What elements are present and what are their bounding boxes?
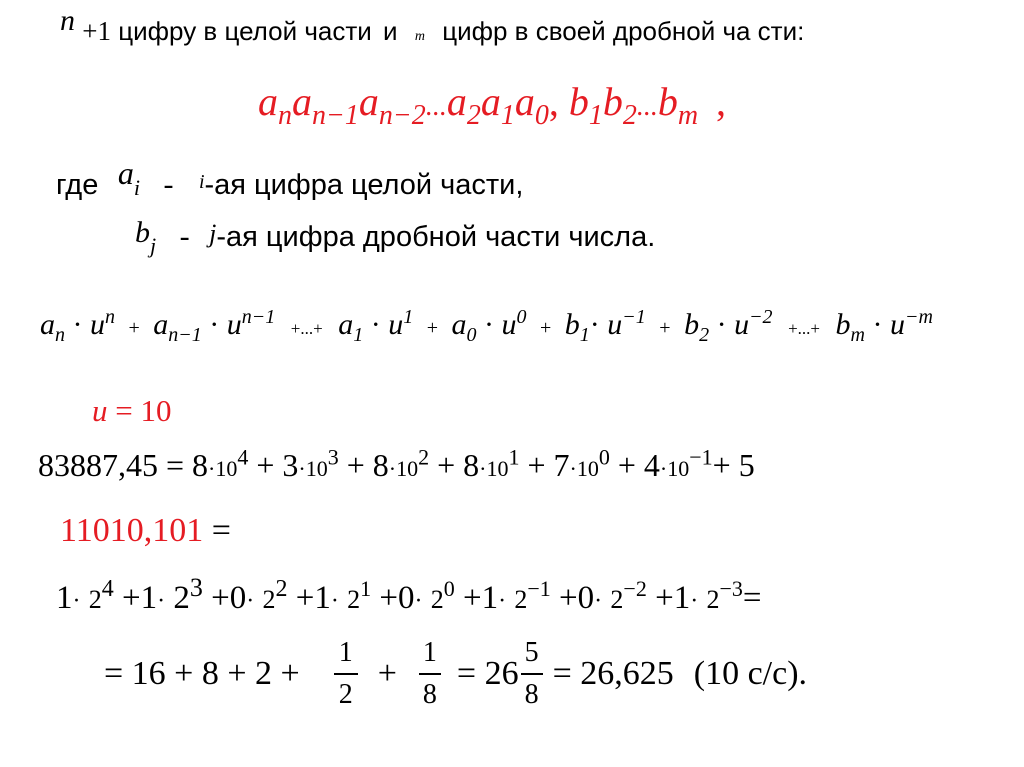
math-token: 4 [101, 576, 114, 602]
math-token: a [153, 308, 169, 341]
math-token: = 16 + 8 + 2 + [104, 655, 300, 692]
math-token: 0 [398, 580, 415, 616]
math-token: a [338, 308, 354, 341]
intro-line [60, 4, 805, 48]
math-token: 8 [422, 679, 437, 710]
math-token: u [226, 308, 242, 341]
math-token: b [564, 308, 580, 341]
math-token: · [484, 308, 494, 341]
math-token: 7 [553, 447, 570, 483]
math-token: n−2 [378, 100, 426, 131]
math-token: 8 [524, 679, 539, 710]
math-token: , [716, 79, 727, 124]
math-token: 2 [418, 444, 430, 470]
math-token: n [55, 324, 65, 346]
math-token: a [446, 79, 467, 124]
where-text-1: -ая цифра целой части, [204, 169, 524, 201]
math-token: (10 с/с). [693, 655, 808, 692]
math-token: m [677, 100, 699, 131]
math-token: a [480, 79, 501, 124]
where-text-2: -ая цифра дробной части числа. [216, 221, 656, 253]
math-token: 8 [372, 447, 389, 483]
math-token: 1 [481, 580, 499, 616]
math-token: −3 [719, 576, 743, 601]
math-token: - [179, 220, 190, 253]
math-token: n [105, 306, 115, 328]
math-token: 1 [673, 580, 691, 616]
math-token: i [198, 171, 205, 193]
math-token: 2 [430, 585, 444, 614]
math-token: + [377, 655, 397, 692]
math-token: - [163, 168, 174, 201]
fraction-one-half [334, 637, 358, 711]
math-token: j [209, 219, 217, 248]
math-token: · [209, 308, 220, 341]
math-token: 1 [508, 444, 520, 470]
var-m: m [414, 29, 425, 44]
math-token: u [607, 308, 623, 341]
math-token: 2 [699, 324, 710, 346]
intro-text-2: цифр в своей дробной ча сти: [442, 16, 805, 46]
math-token: 3 [327, 444, 339, 470]
math-token: 0 [598, 444, 610, 470]
math-token: ... [425, 91, 447, 122]
math-token: a [258, 79, 278, 124]
math-token: 10 [215, 456, 238, 481]
math-token: ... [636, 91, 658, 122]
math-token: 0 [577, 580, 595, 616]
math-token: · [872, 308, 883, 341]
math-token: m [850, 324, 865, 346]
math-token: b [657, 79, 678, 124]
math-token: 83887,45 [38, 447, 158, 483]
math-token: 10 [305, 456, 328, 481]
math-token: 4 [237, 444, 249, 470]
math-token: 0 [443, 576, 455, 601]
math-token: 3 [189, 573, 203, 602]
math-token: −2 [749, 306, 773, 328]
math-token: −1 [527, 576, 551, 601]
fraction-one-eighth [419, 637, 441, 711]
math-token: b [602, 79, 623, 124]
math-token: 5 [524, 637, 539, 668]
math-token: 10 [486, 456, 509, 481]
math-token: · [370, 308, 381, 341]
math-token: + 5 [712, 447, 755, 483]
math-token: a [292, 79, 312, 124]
math-token: u [501, 308, 517, 341]
math-token: 0 [516, 306, 527, 328]
math-token: n−1 [241, 306, 276, 328]
math-token: = 10 [115, 393, 172, 428]
math-token: a [40, 308, 55, 341]
math-token: 1 [588, 100, 603, 131]
math-token: n−1 [312, 100, 359, 131]
math-token: 2 [275, 576, 288, 602]
math-token: a [514, 79, 535, 124]
intro-and: и [383, 16, 398, 46]
math-token: 2 [262, 585, 276, 614]
var-n: n [60, 4, 75, 37]
math-token: 1 [314, 580, 331, 616]
math-token: i [133, 175, 140, 200]
math-token: 0 [229, 580, 247, 616]
math-token: 8 [463, 447, 480, 483]
math-token: u [734, 308, 750, 341]
where-line-b [135, 216, 656, 258]
math-token: 0 [466, 324, 477, 346]
binary-number: 11010,101 [60, 512, 204, 549]
math-token: 4 [643, 447, 660, 483]
fraction-bar [419, 673, 441, 675]
fraction-bar [334, 673, 358, 675]
where-line-a [56, 155, 524, 202]
math-token: j [150, 233, 157, 258]
binary-expansion: $1\cdot 2^4 +1\cdot 2^3 +0\cdot 2^2 +1\cdot 2^1 +0\cdot 2^0 +1\cdot 2^{-1} +0\cdot 2^{-2} +1\cdot 2^{-3}=$ [56, 573, 762, 616]
math-token: 1 [579, 324, 590, 346]
fraction-bar [521, 673, 543, 675]
math-token: −1 [689, 444, 713, 470]
math-token: u [388, 308, 404, 341]
math-token: = [742, 580, 762, 616]
math-token: + [128, 317, 140, 339]
math-token: = [211, 512, 231, 549]
math-token: −1 [622, 306, 646, 328]
math-token: +...+ [290, 319, 323, 338]
math-token: 2 [610, 585, 624, 614]
math-token: 2 [466, 100, 481, 131]
math-token: 1 [338, 637, 353, 668]
math-token: · [589, 308, 600, 341]
math-token: 10 [396, 456, 419, 481]
math-token: 2 [347, 585, 361, 614]
math-token: 1 [360, 576, 372, 601]
math-token: b [568, 79, 589, 124]
math-token: , [548, 79, 559, 124]
math-token: + [426, 317, 438, 339]
math-token: 8 [192, 447, 209, 483]
math-token: 0 [534, 100, 549, 131]
math-token: 1 [353, 324, 364, 346]
math-token: a [117, 155, 134, 191]
result-line [104, 628, 807, 720]
math-token: u [889, 308, 905, 341]
math-token: +...+ [788, 319, 820, 338]
base-equation [92, 393, 171, 429]
where-word: где [56, 169, 99, 201]
math-token: 2 [173, 580, 190, 616]
math-token: b [835, 308, 851, 341]
math-token: 3 [282, 447, 299, 483]
math-token: −m [904, 306, 933, 328]
math-token: = 26 [456, 655, 519, 692]
math-token: 10 [576, 456, 599, 481]
math-token: 1 [403, 306, 414, 328]
math-token: 1 [56, 580, 73, 616]
math-token: 2 [88, 585, 102, 614]
math-token: n−1 [168, 324, 202, 346]
decimal-example: $83887,45 = 8\cdot 10^4 + 3\cdot 10^3 + 8\cdot 10^2 + 8\cdot 10^1 + 7\cdot 10^0 + 4\cdot 10^{-1}+ 5$ [38, 444, 755, 483]
plus-one: +1 [82, 16, 111, 46]
math-token: 2 [622, 100, 637, 131]
math-token: 2 [338, 679, 353, 710]
math-token: u [92, 393, 108, 428]
math-token: 1 [140, 580, 158, 616]
math-token: = [166, 447, 185, 483]
math-token: a [358, 79, 379, 124]
math-token: b [684, 308, 700, 341]
math-token: 2 [514, 585, 528, 614]
math-token: 2 [706, 585, 720, 614]
fraction-five-eighths [521, 637, 543, 711]
math-token: · [716, 308, 727, 341]
math-token: a [451, 308, 467, 341]
math-token: 1 [422, 637, 437, 668]
math-token: + [659, 317, 671, 339]
math-token: −2 [623, 576, 647, 601]
digit-representation [258, 78, 727, 131]
math-token: n [278, 100, 292, 131]
math-token: b [135, 216, 150, 249]
math-token: 10 [667, 456, 690, 481]
math-token: 1 [500, 100, 515, 131]
math-token: u [90, 308, 105, 341]
intro-text-1: цифру в целой части [118, 16, 372, 46]
general-expansion [40, 306, 933, 346]
math-token: + [540, 317, 552, 339]
binary-number-line [60, 512, 231, 550]
math-token: · [72, 308, 83, 341]
math-token: = 26,625 [552, 655, 674, 692]
